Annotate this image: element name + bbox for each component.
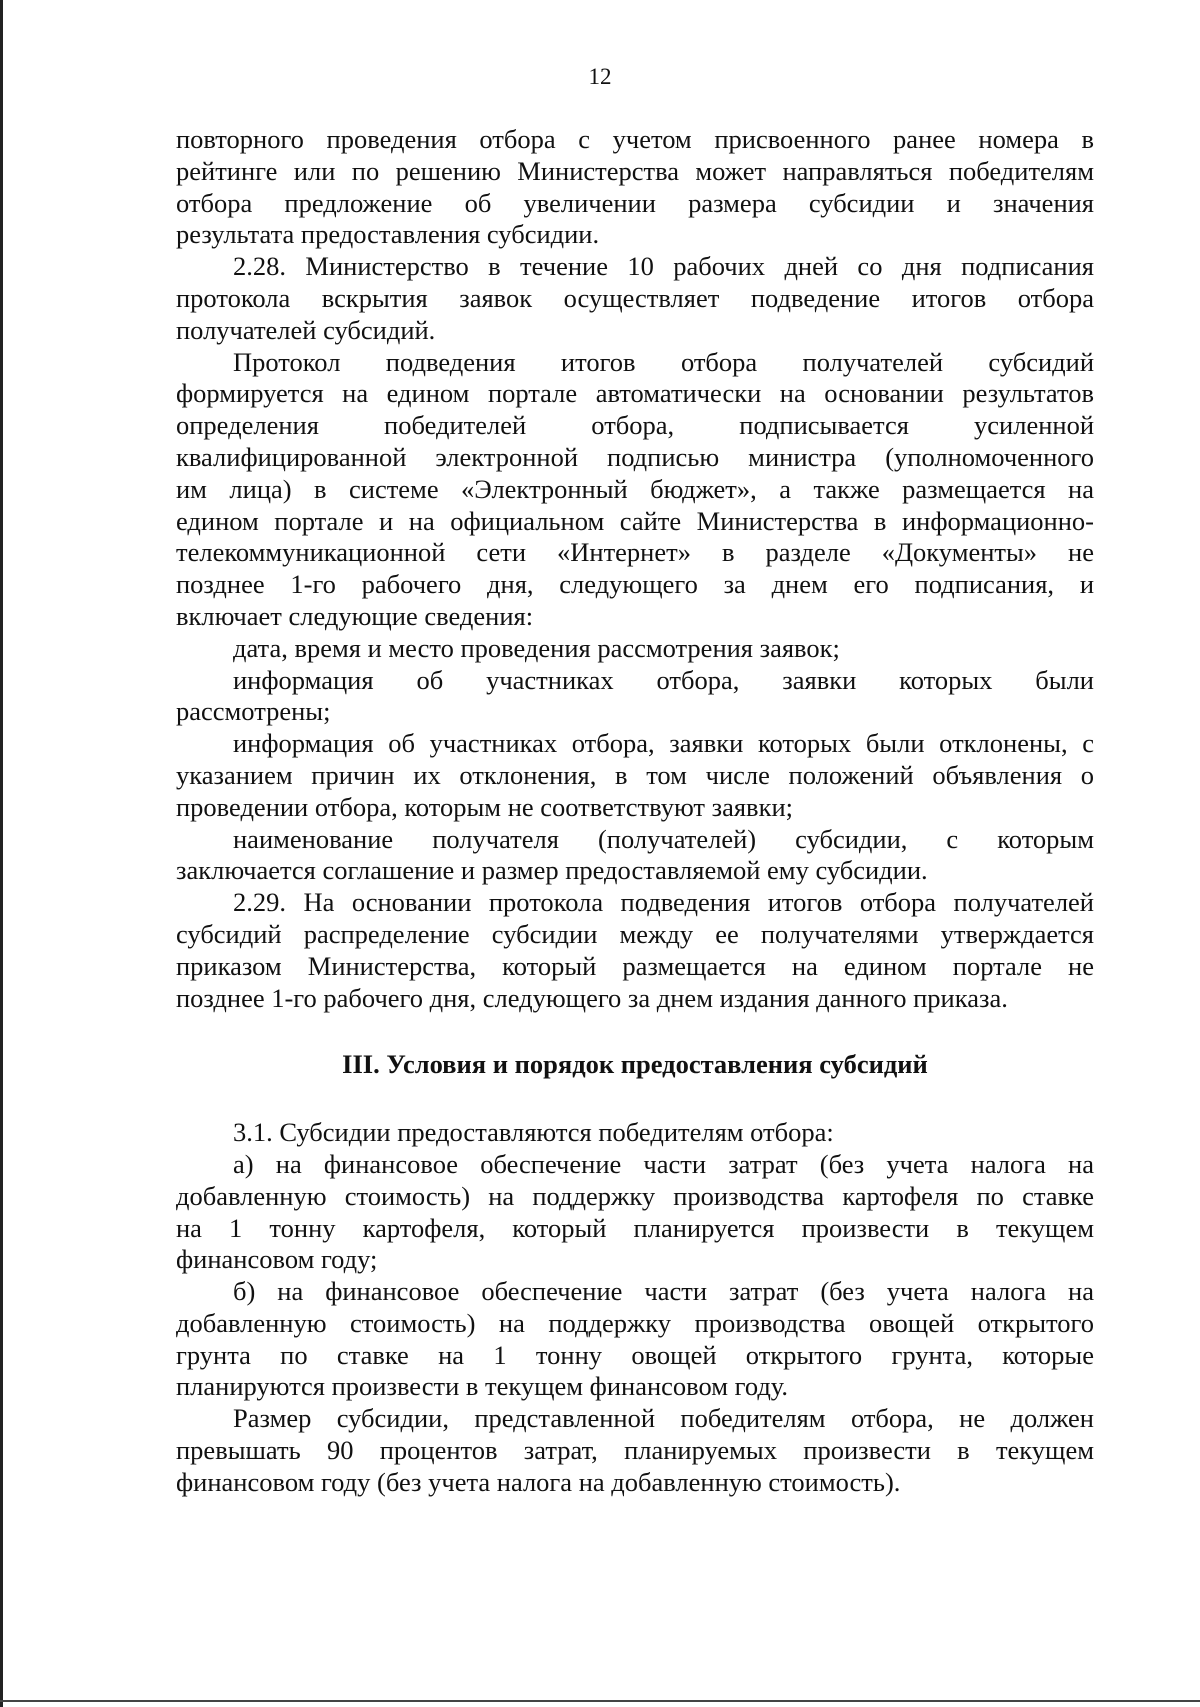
text-line: наименование получателя (получателей) субсидии, с которым [233,823,1094,854]
text-line: проведении отбора, которым не соответствуют заявки; [176,791,793,822]
text-line: определения победителей отбора, подписывается усиленной [176,410,1094,441]
text-line: добавленную стоимость) на поддержку производства картофеля по ставке [176,1180,1094,1211]
text-line: квалифицированной электронной подписью министра (уполномоченного [176,441,1094,472]
text-line: позднее 1-го рабочего дня, следующего за днем его подписания, и [176,569,1094,600]
text-line: а) на финансовое обеспечение части затрат (без учета налога на [233,1148,1094,1179]
page-number: 12 [588,64,612,89]
text-line: рассмотрены; [176,696,331,727]
text-line: заключается соглашение и размер предоставляемой ему субсидии. [176,855,928,886]
text-line: дата, время и место проведения рассмотрения заявок; [233,632,840,663]
text-line: повторного проведения отбора с учетом присвоенного ранее номера в [176,124,1094,154]
text-line: субсидий распределение субсидии между ее получателями утверждается [176,918,1094,949]
text-line: добавленную стоимость) на поддержку производства овощей открытого [176,1307,1094,1338]
text-line: Размер субсидии, представленной победителям отбора, не должен [233,1403,1094,1434]
scan-edge-left [0,0,3,1707]
text-line: рейтинге или по решению Министерства может направляться победителям [176,155,1094,186]
text-line: телекоммуникационной сети «Интернет» в разделе «Документы» не [176,537,1094,568]
text-line: им лица) в системе «Электронный бюджет», а также размещается на [176,473,1094,504]
scan-edge-bottom [0,1700,1200,1702]
text-line: превышать 90 процентов затрат, планируемых произвести в текущем [176,1435,1094,1466]
text-line: результата предоставления субсидии. [176,219,600,250]
text-line: включает следующие сведения: [176,600,534,631]
document-body [176,124,1094,1499]
text-line: едином портале и на официальном сайте Министерства в информационно- [176,505,1094,536]
text-line: информация об участниках отбора, заявки которых были отклонены, с [233,728,1094,759]
text-line: позднее 1-го рабочего дня, следующего за днем издания данного приказа. [176,982,1008,1013]
text-line: Протокол подведения итогов отбора получателей субсидий [233,346,1094,377]
paragraphs-part-1 [176,124,1094,1014]
text-line: 3.1. Субсидии предоставляются победителям отбора: [233,1117,834,1148]
text-line: финансовом году; [176,1244,378,1275]
text-line: информация об участниках отбора, заявки которых были [233,664,1094,695]
text-line: 2.29. На основании протокола подведения итогов отбора получателей [233,887,1094,918]
text-line: грунта по ставке на 1 тонну овощей открытого грунта, которые [176,1339,1094,1370]
text-line: отбора предложение об увеличении размера субсидии и значения [176,187,1094,218]
text-line: протокола вскрытия заявок осуществляет подведение итогов отбора [176,282,1094,313]
section-heading: III. Условия и порядок предоставления субсидий [342,1049,928,1080]
text-line: приказом Министерства, который размещается на едином портале не [176,950,1094,981]
text-line: 2.28. Министерство в течение 10 рабочих дней со дня подписания [233,251,1094,282]
text-line: формируется на едином портале автоматически на основании результатов [176,378,1094,409]
text-line: б) на финансовое обеспечение части затрат (без учета налога на [233,1276,1094,1307]
text-line: на 1 тонну картофеля, который планируется произвести в текущем [176,1212,1094,1243]
text-line: финансовом году (без учета налога на добавленную стоимость). [176,1466,901,1497]
text-line: указанием причин их отклонения, в том числе положений объявления о [176,759,1094,790]
text-line: получателей субсидий. [176,314,436,345]
text-line: планируются произвести в текущем финансовом году. [176,1371,789,1402]
paragraphs-part-2 [176,1117,1094,1499]
